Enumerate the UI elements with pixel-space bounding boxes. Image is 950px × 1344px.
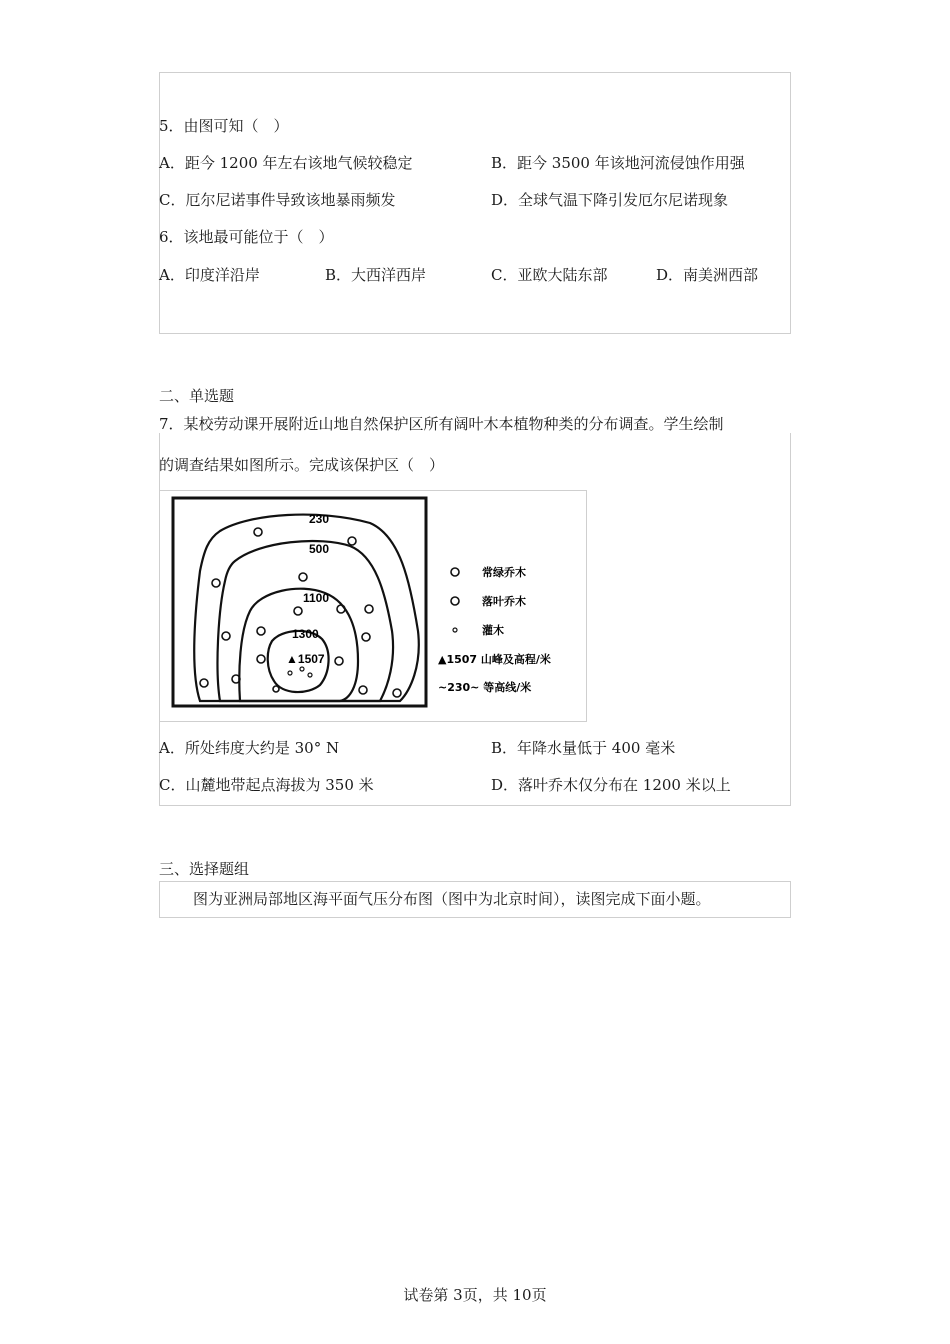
q7-stem-line1: 7．某校劳动课开展附近山地自然保护区所有阔叶木本植物种类的分布调查。学生绘制: [159, 415, 724, 433]
section-title-single-choice: 二、单选题: [159, 387, 235, 405]
question-group-intro: 图为亚洲局部地区海平面气压分布图（图中为北京时间），读图完成下面小题。: [193, 890, 711, 908]
tree-symbol: [335, 657, 343, 665]
q7-option-a: A．所处纬度大约是 30° N: [159, 739, 340, 757]
map-legend: [438, 565, 551, 694]
legend-evergreen-label: 常绿乔木: [482, 566, 526, 579]
legend-evergreen-icon: [451, 568, 459, 576]
q6-option-c: C．亚欧大陆东部: [491, 266, 608, 284]
q7-option-b: B．年降水量低于 400 毫米: [491, 739, 676, 757]
tree-symbol: [337, 605, 345, 613]
tree-symbol: [294, 607, 302, 615]
contour-label-1300: 1300: [292, 627, 319, 641]
q5-option-a: A．距今 1200 年左右该地气候较稳定: [159, 154, 413, 172]
legend-deciduous-label: 落叶乔木: [482, 595, 526, 608]
tree-symbol: [222, 632, 230, 640]
q5-option-b: B．距今 3500 年该地河流侵蚀作用强: [491, 154, 745, 172]
peak-elevation: 1507: [297, 652, 325, 666]
q7-option-c: C．山麓地带起点海拔为 350 米: [159, 776, 374, 794]
legend-peak-text: 1507 山峰及高程/米: [446, 653, 551, 666]
tree-symbol: [257, 627, 265, 635]
map-frame: [173, 498, 426, 706]
tree-symbol: [348, 537, 356, 545]
tree-symbol: [200, 679, 208, 687]
contour-label-500: 500: [309, 542, 330, 556]
shrub-symbols: [288, 667, 312, 677]
shrub-symbol: [288, 671, 292, 675]
legend-shrub-label: 灌木: [482, 624, 504, 637]
tree-symbol: [365, 605, 373, 613]
tree-symbol: [273, 686, 279, 692]
peak-label: ▲1507: [286, 652, 325, 666]
q6-stem: 6．该地最可能位于（ ）: [159, 228, 334, 246]
contour-map-figure: [159, 490, 587, 722]
tree-symbol: [212, 579, 220, 587]
tree-symbol: [257, 655, 265, 663]
q5-option-c: C．厄尔尼诺事件导致该地暴雨频发: [159, 191, 396, 209]
q6-option-b: B．大西洋西岸: [325, 266, 427, 284]
contour-label-1100: 1100: [303, 591, 330, 605]
tree-symbol: [359, 686, 367, 694]
q5-option-d: D．全球气温下降引发厄尔尼诺现象: [491, 191, 729, 209]
tree-symbol: [393, 689, 401, 697]
tree-symbols: [200, 528, 401, 697]
legend-contour-label: ~230~ 等高线/米: [438, 681, 532, 694]
q7-option-d: D．落叶乔木仅分布在 1200 米以上: [491, 776, 731, 794]
tree-symbol: [299, 573, 307, 581]
section-title-question-group: 三、选择题组: [159, 860, 250, 878]
contour-label-230: 230: [309, 512, 330, 526]
tree-symbol: [362, 633, 370, 641]
q6-option-a: A．印度洋沿岸: [159, 266, 260, 284]
tree-symbol: [254, 528, 262, 536]
legend-shrub-icon: [453, 628, 457, 632]
shrub-symbol: [308, 673, 312, 677]
contour-map-svg: [160, 491, 586, 721]
q5-stem: 5．由图可知（ ）: [159, 117, 289, 135]
contour-line-500: [218, 541, 394, 701]
page-footer: 试卷第 3页，共 10页: [403, 1286, 547, 1304]
shrub-symbol: [300, 667, 304, 671]
contour-line-230: [194, 515, 419, 701]
legend-deciduous-icon: [451, 597, 459, 605]
q6-option-d: D．南美洲西部: [656, 266, 759, 284]
legend-peak-label: ▲1507 山峰及高程/米: [438, 653, 551, 666]
q7-stem-line2: 的调查结果如图所示。完成该保护区（ ）: [159, 456, 445, 474]
